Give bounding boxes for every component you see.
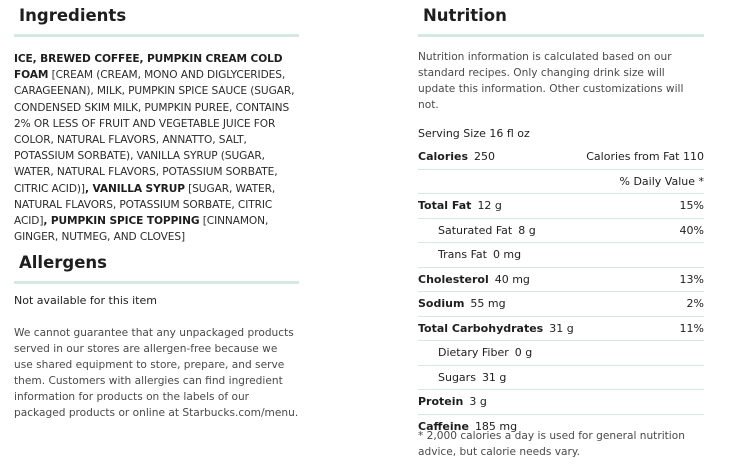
nutrient-row — [418, 317, 704, 342]
nutrient-name: Protein — [418, 395, 464, 408]
allergens-divider — [14, 281, 299, 284]
nutrient-row — [418, 292, 704, 317]
nutrient-name: Trans Fat — [438, 248, 487, 261]
nutrient-row — [418, 219, 704, 244]
nutrient-row — [418, 390, 704, 415]
nutrient-amount: 0 g — [514, 346, 533, 359]
nutrient-name: Caffeine — [418, 419, 469, 433]
calories-from-fat: Calories from Fat 110 — [586, 150, 704, 163]
nutrition-heading: Nutrition — [423, 6, 507, 25]
nutrient-amount: 0 mg — [492, 248, 522, 261]
ingredient-detail: [CINNAMON, GINGER, NUTMEG, AND CLOVES] — [14, 215, 269, 244]
ingredient-detail: [SUGAR, WATER, NATURAL FLAVORS, POTASSIUM SORBATE, CITRIC ACID] — [14, 182, 276, 228]
nutrient-rows — [418, 194, 704, 438]
nutrient-row — [418, 268, 704, 293]
nutrient-name: Dietary Fiber — [438, 346, 509, 359]
ingredients-section — [14, 0, 299, 245]
nutrient-row — [418, 194, 704, 219]
ingredients-allergens-column — [14, 0, 299, 419]
ingredient-name: , PUMPKIN SPICE TOPPING — [43, 215, 200, 228]
daily-value-label: % Daily Value * — [619, 174, 704, 188]
nutrition-column — [418, 0, 704, 458]
nutrition-header — [418, 0, 704, 37]
nutrient-amount: 12 g — [477, 199, 502, 212]
calories-label: Calories — [418, 150, 469, 163]
nutrient-name: Total Carbohydrates — [418, 321, 544, 335]
ingredients-text — [14, 51, 299, 245]
nutrition-table — [418, 145, 704, 438]
nutrient-amount: 31 g — [481, 370, 507, 384]
serving-size: Serving Size 16 fl oz — [418, 127, 530, 140]
nutrient-row — [418, 366, 704, 391]
calories-value: 250 — [474, 150, 496, 163]
nutrition-intro: Nutrition information is calculated based on our standard recipes. Only changing drink size will update this information. Other customizations will not. — [418, 51, 684, 111]
nutrient-amount: 31 g — [549, 321, 574, 335]
nutrition-footnote: * 2,000 calories a day is used for general nutrition advice, but calorie needs vary. — [418, 430, 685, 458]
nutrient-row — [418, 243, 704, 268]
nutrient-name: Total Fat — [418, 199, 472, 212]
nutrient-daily-value: 11% — [679, 321, 704, 335]
calories-row — [418, 145, 704, 170]
allergens-heading: Allergens — [19, 253, 107, 272]
ingredient-detail: [CREAM (CREAM, MONO AND DIGLYCERIDES, CARAGEENAN), MILK, PUMPKIN SPICE SAUCE (SUGAR, CONDENSED SKIM MILK, PUMPKIN PUREE, CONTAINS 2% OR LESS OF FRUIT AND VEGETABLE JUICE FOR COLOR, NATURAL FLAVORS, ANNATTO, SALT, POTASSIUM SORBATE), VANILLA SYRUP (SUGAR, WATER, NATURAL FLAVORS, POTASSIUM SORBATE, CITRIC ACID)] — [14, 69, 295, 195]
daily-value-header-row — [418, 170, 704, 195]
ingredient-name: ICE, BREWED COFFEE, PUMPKIN CREAM COLD FOAM — [14, 53, 283, 82]
nutrient-daily-value: 15% — [679, 199, 704, 212]
nutrient-row — [418, 341, 704, 366]
nutrient-name: Sodium — [418, 297, 465, 310]
ingredients-divider — [14, 34, 299, 37]
nutrient-amount: 40 mg — [494, 272, 530, 286]
nutrient-name: Cholesterol — [418, 272, 489, 286]
nutrient-amount: 185 mg — [474, 419, 518, 433]
nutrient-amount: 3 g — [469, 395, 487, 408]
allergen-status: Not available for this item — [14, 294, 157, 307]
allergens-section — [14, 252, 299, 284]
ingredients-heading: Ingredients — [19, 6, 127, 25]
nutrient-daily-value: 40% — [679, 223, 704, 237]
nutrient-daily-value: 13% — [679, 272, 704, 286]
nutrient-daily-value: 2% — [686, 297, 704, 310]
allergen-disclaimer: We cannot guarantee that any unpackaged products served in our stores are allergen-free because we use shared equipment to store, prepare, and serve them. Customers with allergies can find ingredient information for products on the labels of our packaged products or online at Starbucks.com/menu. — [14, 327, 299, 419]
ingredient-name: , VANILLA SYRUP — [84, 182, 185, 195]
nutrient-name: Saturated Fat — [438, 223, 513, 237]
nutrient-amount: 8 g — [518, 223, 536, 237]
nutrition-divider — [418, 34, 704, 37]
nutrient-name: Sugars — [438, 370, 476, 384]
nutrient-amount: 55 mg — [470, 297, 506, 310]
